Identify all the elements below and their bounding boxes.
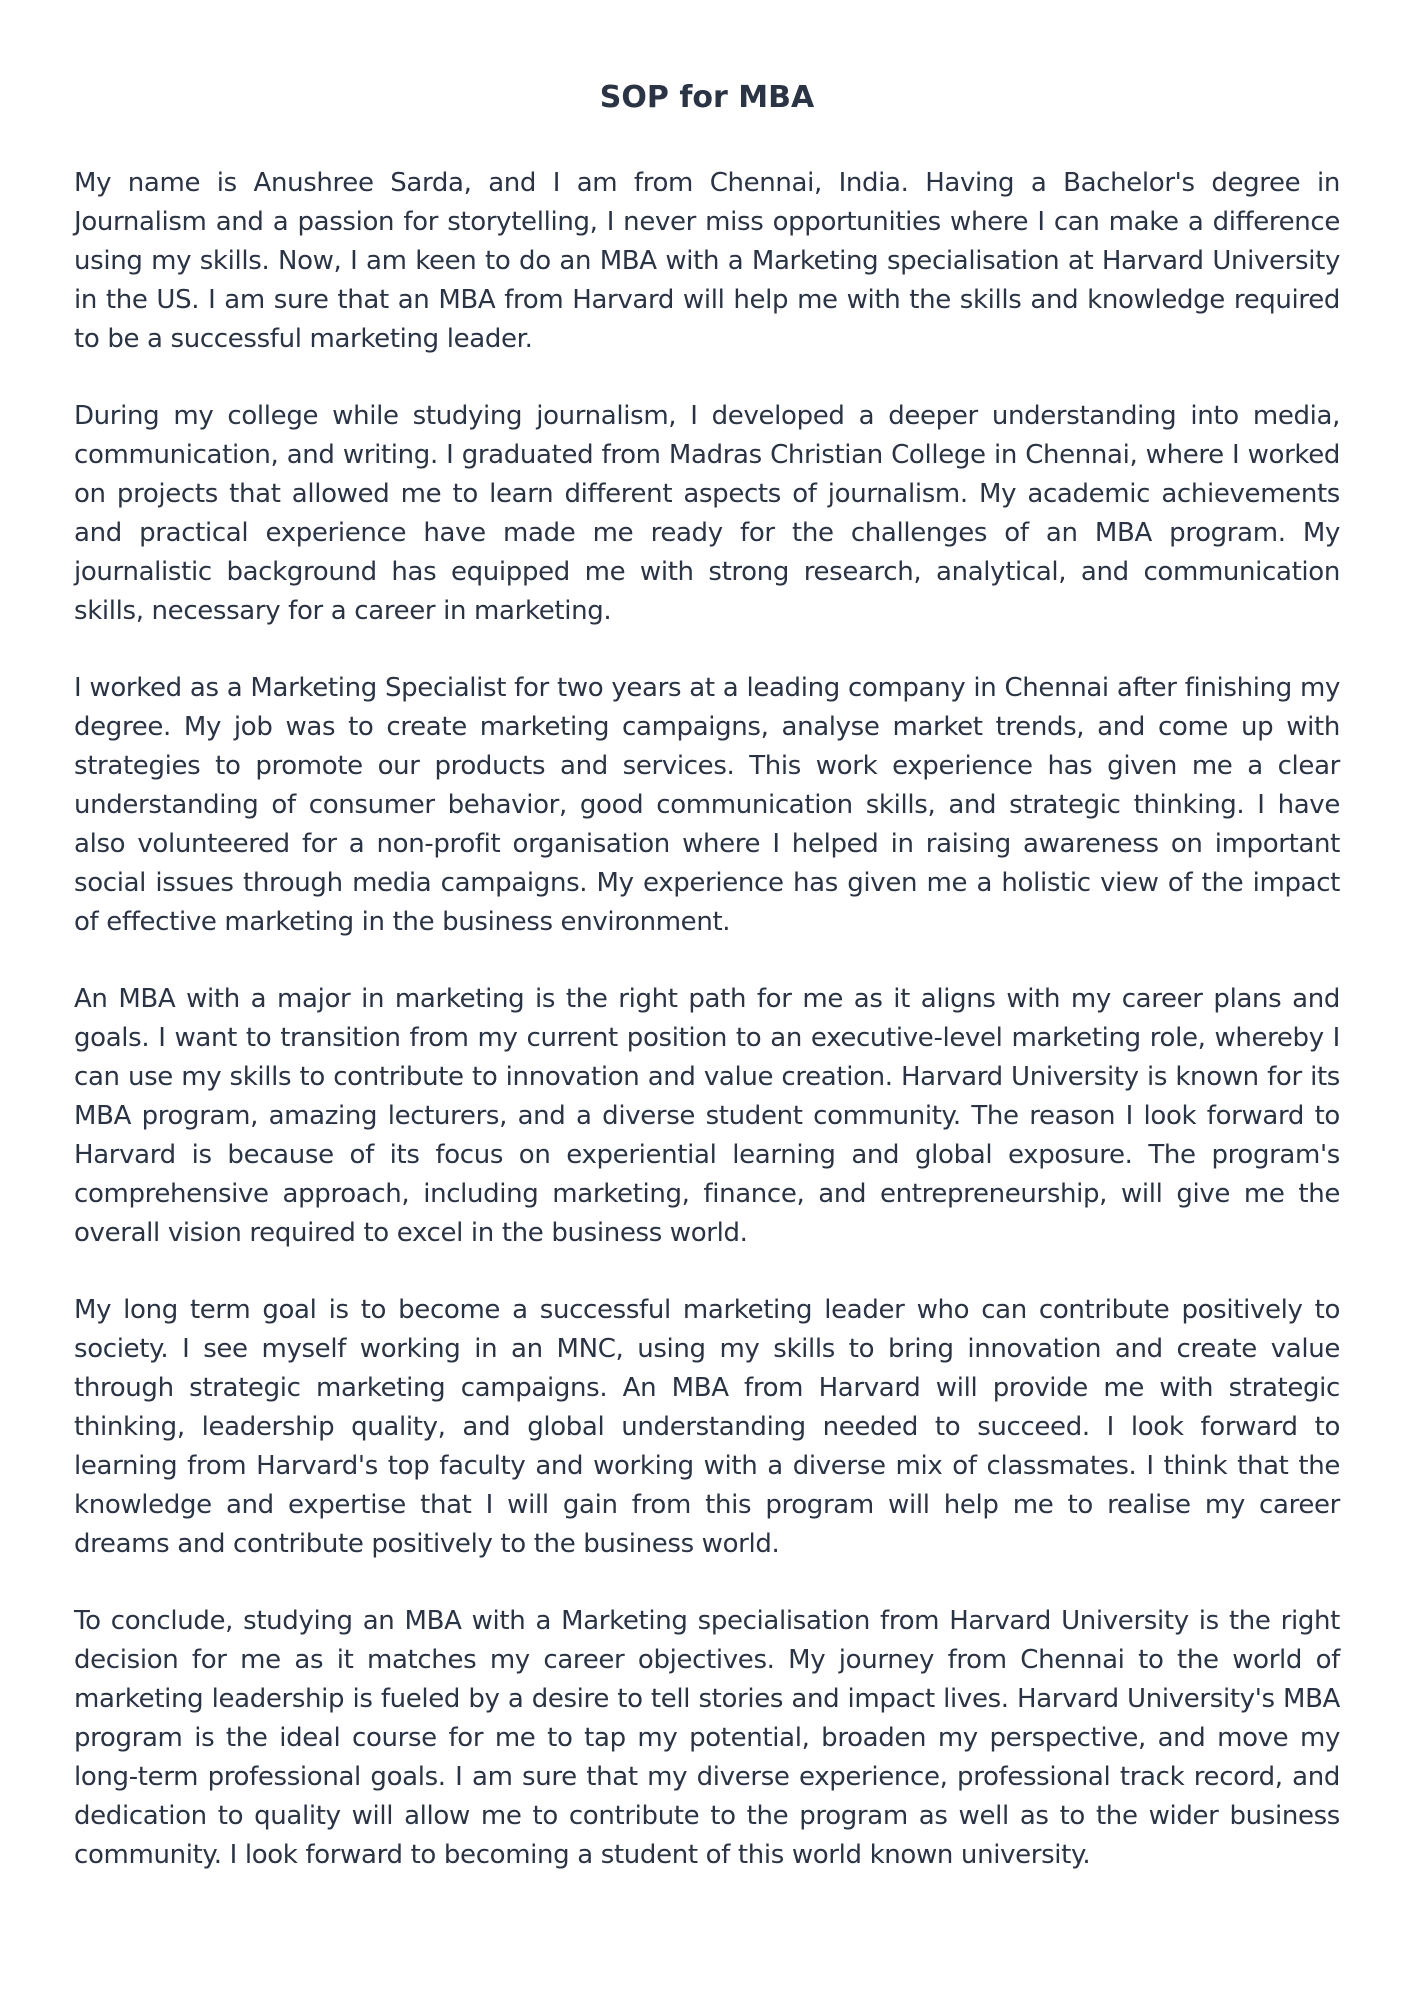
paragraph-why-mba: An MBA with a major in marketing is the right path for me as it aligns with my career plans and goals. I want to transition from my current position to an executive-level marketing role, whereby I can use my skills to contribute to innovation and value creation. Harvard University is known for its MBA program, amazing lecturers, and a diverse student community. The reason I look forward to Harvard is because of its focus on experiential learning and global exposure. The program's comprehensive approach, including marketing, finance, and entrepreneurship, will give me the overall vision required to excel in the business world. bbox=[74, 984, 1340, 1248]
page-title: SOP for MBA bbox=[599, 80, 815, 115]
paragraph-education: During my college while studying journalism, I developed a deeper understanding into media, communication, and writing. I graduated from Madras Christian College in Chennai, where I worked on projects that allowed me to learn different aspects of journalism. My academic achievements and practical experience have made me ready for the challenges of an MBA program. My journalistic background has equipped me with strong research, analytical, and communication skills, necessary for a career in marketing. bbox=[74, 401, 1340, 626]
document-body bbox=[74, 164, 1340, 1875]
paragraph-long-term-goals: My long term goal is to become a successful marketing leader who can contribute positively to society. I see myself working in an MNC, using my skills to bring innovation and create value through strategic marketing campaigns. An MBA from Harvard will provide me with strategic thinking, leadership quality, and global understanding needed to succeed. I look forward to learning from Harvard's top faculty and working with a diverse mix of classmates. I think that the knowledge and expertise that I will gain from this program will help me to realise my career dreams and contribute positively to the business world. bbox=[74, 1295, 1340, 1559]
paragraph-conclusion: To conclude, studying an MBA with a Marketing specialisation from Harvard University is the right decision for me as it matches my career objectives. My journey from Chennai to the world of marketing leadership is fueled by a desire to tell stories and impact lives. Harvard University's MBA program is the ideal course for me to tap my potential, broaden my perspective, and move my long-term professional goals. I am sure that my diverse experience, professional track record, and dedication to quality will allow me to contribute to the program as well as to the wider business community. I look forward to becoming a student of this world known university. bbox=[74, 1606, 1340, 1870]
paragraph-work-experience: I worked as a Marketing Specialist for two years at a leading company in Chennai after finishing my degree. My job was to create marketing campaigns, analyse market trends, and come up with strategies to promote our products and services. This work experience has given me a clear understanding of consumer behavior, good communication skills, and strategic thinking. I have also volunteered for a non-profit organisation where I helped in raising awareness on important social issues through media campaigns. My experience has given me a holistic view of the impact of effective marketing in the business environment. bbox=[74, 673, 1340, 937]
paragraph-introduction: My name is Anushree Sarda, and I am from Chennai, India. Having a Bachelor's degree in Journalism and a passion for storytelling, I never miss opportunities where I can make a difference using my skills. Now, I am keen to do an MBA with a Marketing specialisation at Harvard University in the US. I am sure that an MBA from Harvard will help me with the skills and knowledge required to be a successful marketing leader. bbox=[74, 168, 1340, 354]
